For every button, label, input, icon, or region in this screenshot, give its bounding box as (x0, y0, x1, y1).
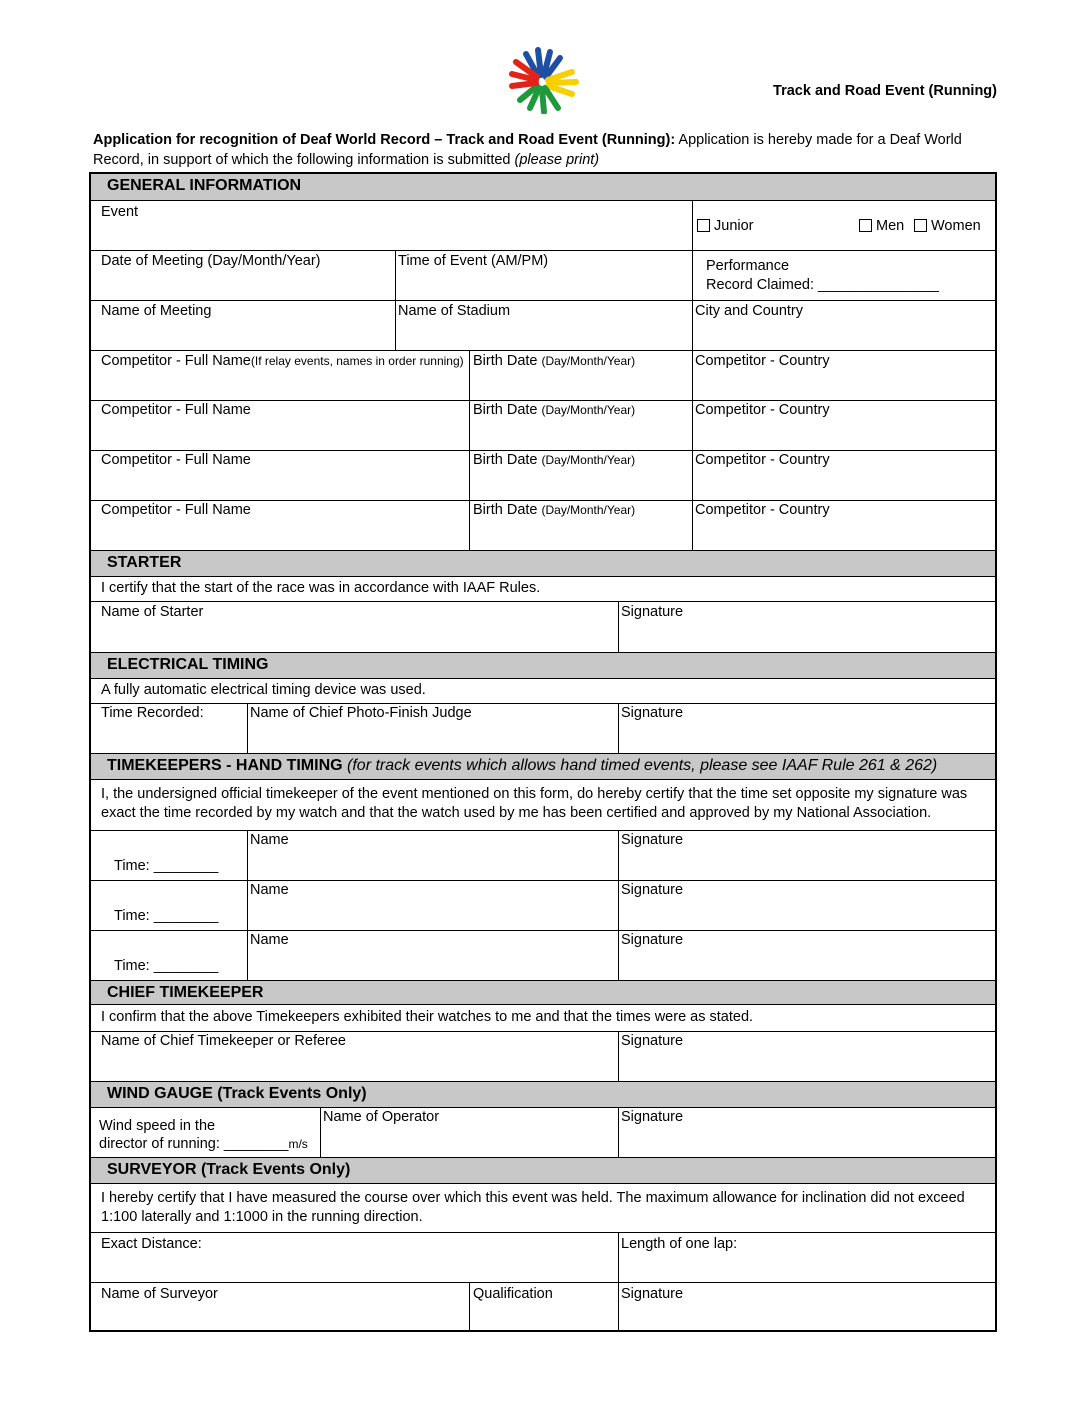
intro-note: (please print) (514, 152, 600, 168)
competitor-1-name-field[interactable] (101, 352, 464, 370)
women-checkbox[interactable] (914, 219, 927, 232)
chief-timekeeper-name-field[interactable]: Name of Chief Timekeeper or Referee (101, 1033, 346, 1049)
birth-date-label: Birth Date (473, 502, 538, 518)
women-label: Women (931, 218, 981, 234)
qualification-field[interactable]: Qualification (473, 1286, 553, 1302)
competitor-4-country-field[interactable]: Competitor - Country (695, 502, 830, 518)
competitor-2-name-field[interactable]: Competitor - Full Name (101, 402, 251, 418)
competitor-2-country-field[interactable]: Competitor - Country (695, 402, 830, 418)
birth-date-format: (Day/Month/Year) (541, 453, 636, 467)
timekeepers-note: (for track events which allows hand timed events, please see IAAF Rule 261 & 262) (347, 757, 938, 774)
timekeeper-3-name-field[interactable]: Name (250, 932, 289, 948)
men-label: Men (876, 218, 905, 234)
chief-photo-finish-judge-field[interactable]: Name of Chief Photo-Finish Judge (250, 705, 472, 721)
exact-distance-field[interactable]: Exact Distance: (101, 1236, 202, 1252)
timekeeper-3-time-field[interactable]: Time: ________ (114, 958, 219, 974)
timekeepers-heading: TIMEKEEPERS - HAND TIMING (107, 757, 343, 774)
section-general-information: GENERAL INFORMATION (91, 174, 995, 201)
junior-label: Junior (714, 218, 754, 234)
junior-checkbox[interactable] (697, 219, 710, 232)
time-of-event-field[interactable]: Time of Event (AM/PM) (398, 253, 549, 269)
wind-speed-blank: director of running: ________ (99, 1136, 289, 1152)
intro-heading: Application for recognition of Deaf World Record – Track and Road Event (Running): (93, 132, 676, 148)
date-of-meeting-field[interactable]: Date of Meeting (Day/Month/Year) (101, 253, 321, 269)
performance-label: Performance (706, 258, 790, 274)
section-electrical-timing: ELECTRICAL TIMING (91, 652, 995, 679)
relay-note: (If relay events, names in order running) (250, 354, 464, 368)
birth-date-label: Birth Date (473, 353, 538, 369)
record-claimed-field[interactable]: Record Claimed: _______________ (706, 277, 939, 293)
operator-name-field[interactable]: Name of Operator (323, 1109, 440, 1125)
intro-paragraph (93, 130, 997, 170)
section-timekeepers (91, 753, 995, 780)
intro-text: Application is hereby made for a Deaf World Record, in support of which the following information is submitted (93, 132, 962, 168)
junior-option[interactable] (697, 217, 754, 235)
section-starter: STARTER (91, 550, 995, 577)
birth-date-label: Birth Date (473, 452, 538, 468)
competitor-name-label: Competitor - Full Name (101, 353, 251, 369)
section-surveyor: SURVEYOR (Track Events Only) (91, 1157, 995, 1184)
timekeepers-statement: I, the undersigned official timekeeper of the event mentioned on this form, do hereby certify that the time set opposite my signature was exact the time recorded by my watch and that the watch used by me has been certified and approved by my National Association. (101, 786, 968, 821)
men-checkbox[interactable] (859, 219, 872, 232)
competitor-3-birth-date-field[interactable] (473, 451, 635, 469)
men-option[interactable] (859, 217, 904, 235)
chief-timekeeper-signature-field[interactable]: Signature (621, 1033, 684, 1049)
electrical-statement: A fully automatic electrical timing device was used. (101, 682, 426, 698)
starter-name-field[interactable]: Name of Starter (101, 604, 204, 620)
document-type-title: Track and Road Event (Running) (773, 83, 997, 99)
competitor-4-birth-date-field[interactable] (473, 501, 635, 519)
competitor-3-country-field[interactable]: Competitor - Country (695, 452, 830, 468)
surveyor-signature-field[interactable]: Signature (621, 1286, 684, 1302)
timekeeper-2-time-field[interactable]: Time: ________ (114, 908, 219, 924)
birth-date-format: (Day/Month/Year) (541, 503, 636, 517)
lap-length-field[interactable]: Length of one lap: (621, 1236, 738, 1252)
birth-date-label: Birth Date (473, 402, 538, 418)
timekeeper-1-name-field[interactable]: Name (250, 832, 289, 848)
surveyor-statement: I hereby certify that I have measured the course over which this event was held. The maximum allowance for inclination did not exceed 1:100 laterally and 1:1000 in the running direction. (101, 1190, 965, 1225)
competitor-1-birth-date-field[interactable] (473, 352, 635, 370)
deaflympics-logo (508, 46, 580, 114)
city-and-country-field[interactable]: City and Country (695, 303, 803, 319)
timekeeper-3-signature-field[interactable]: Signature (621, 932, 684, 948)
name-of-meeting-field[interactable]: Name of Meeting (101, 303, 212, 319)
birth-date-format: (Day/Month/Year) (541, 354, 636, 368)
chief-timekeeper-statement: I confirm that the above Timekeepers exhibited their watches to me and that the times were as stated. (101, 1009, 754, 1025)
women-option[interactable] (914, 217, 981, 235)
wind-speed-field[interactable] (99, 1135, 308, 1153)
timekeeper-2-signature-field[interactable]: Signature (621, 882, 684, 898)
wind-speed-label: Wind speed in the (99, 1118, 216, 1134)
competitor-1-country-field[interactable]: Competitor - Country (695, 353, 830, 369)
surveyor-name-field[interactable]: Name of Surveyor (101, 1286, 218, 1302)
timekeeper-1-time-field[interactable]: Time: ________ (114, 858, 219, 874)
event-label: Event (101, 204, 139, 220)
name-of-stadium-field[interactable]: Name of Stadium (398, 303, 511, 319)
record-application-form (89, 172, 997, 1332)
wind-signature-field[interactable]: Signature (621, 1109, 684, 1125)
starter-signature-field[interactable]: Signature (621, 604, 684, 620)
timekeeper-1-signature-field[interactable]: Signature (621, 832, 684, 848)
competitor-3-name-field[interactable]: Competitor - Full Name (101, 452, 251, 468)
section-wind-gauge: WIND GAUGE (Track Events Only) (91, 1081, 995, 1108)
competitor-2-birth-date-field[interactable] (473, 401, 635, 419)
wind-speed-unit: m/s (288, 1137, 308, 1151)
electrical-signature-field[interactable]: Signature (621, 705, 684, 721)
birth-date-format: (Day/Month/Year) (541, 403, 636, 417)
timekeeper-2-name-field[interactable]: Name (250, 882, 289, 898)
section-chief-timekeeper: CHIEF TIMEKEEPER (91, 980, 995, 1005)
competitor-4-name-field[interactable]: Competitor - Full Name (101, 502, 251, 518)
time-recorded-field[interactable]: Time Recorded: (101, 705, 204, 721)
starter-certification: I certify that the start of the race was in accordance with IAAF Rules. (101, 580, 541, 596)
